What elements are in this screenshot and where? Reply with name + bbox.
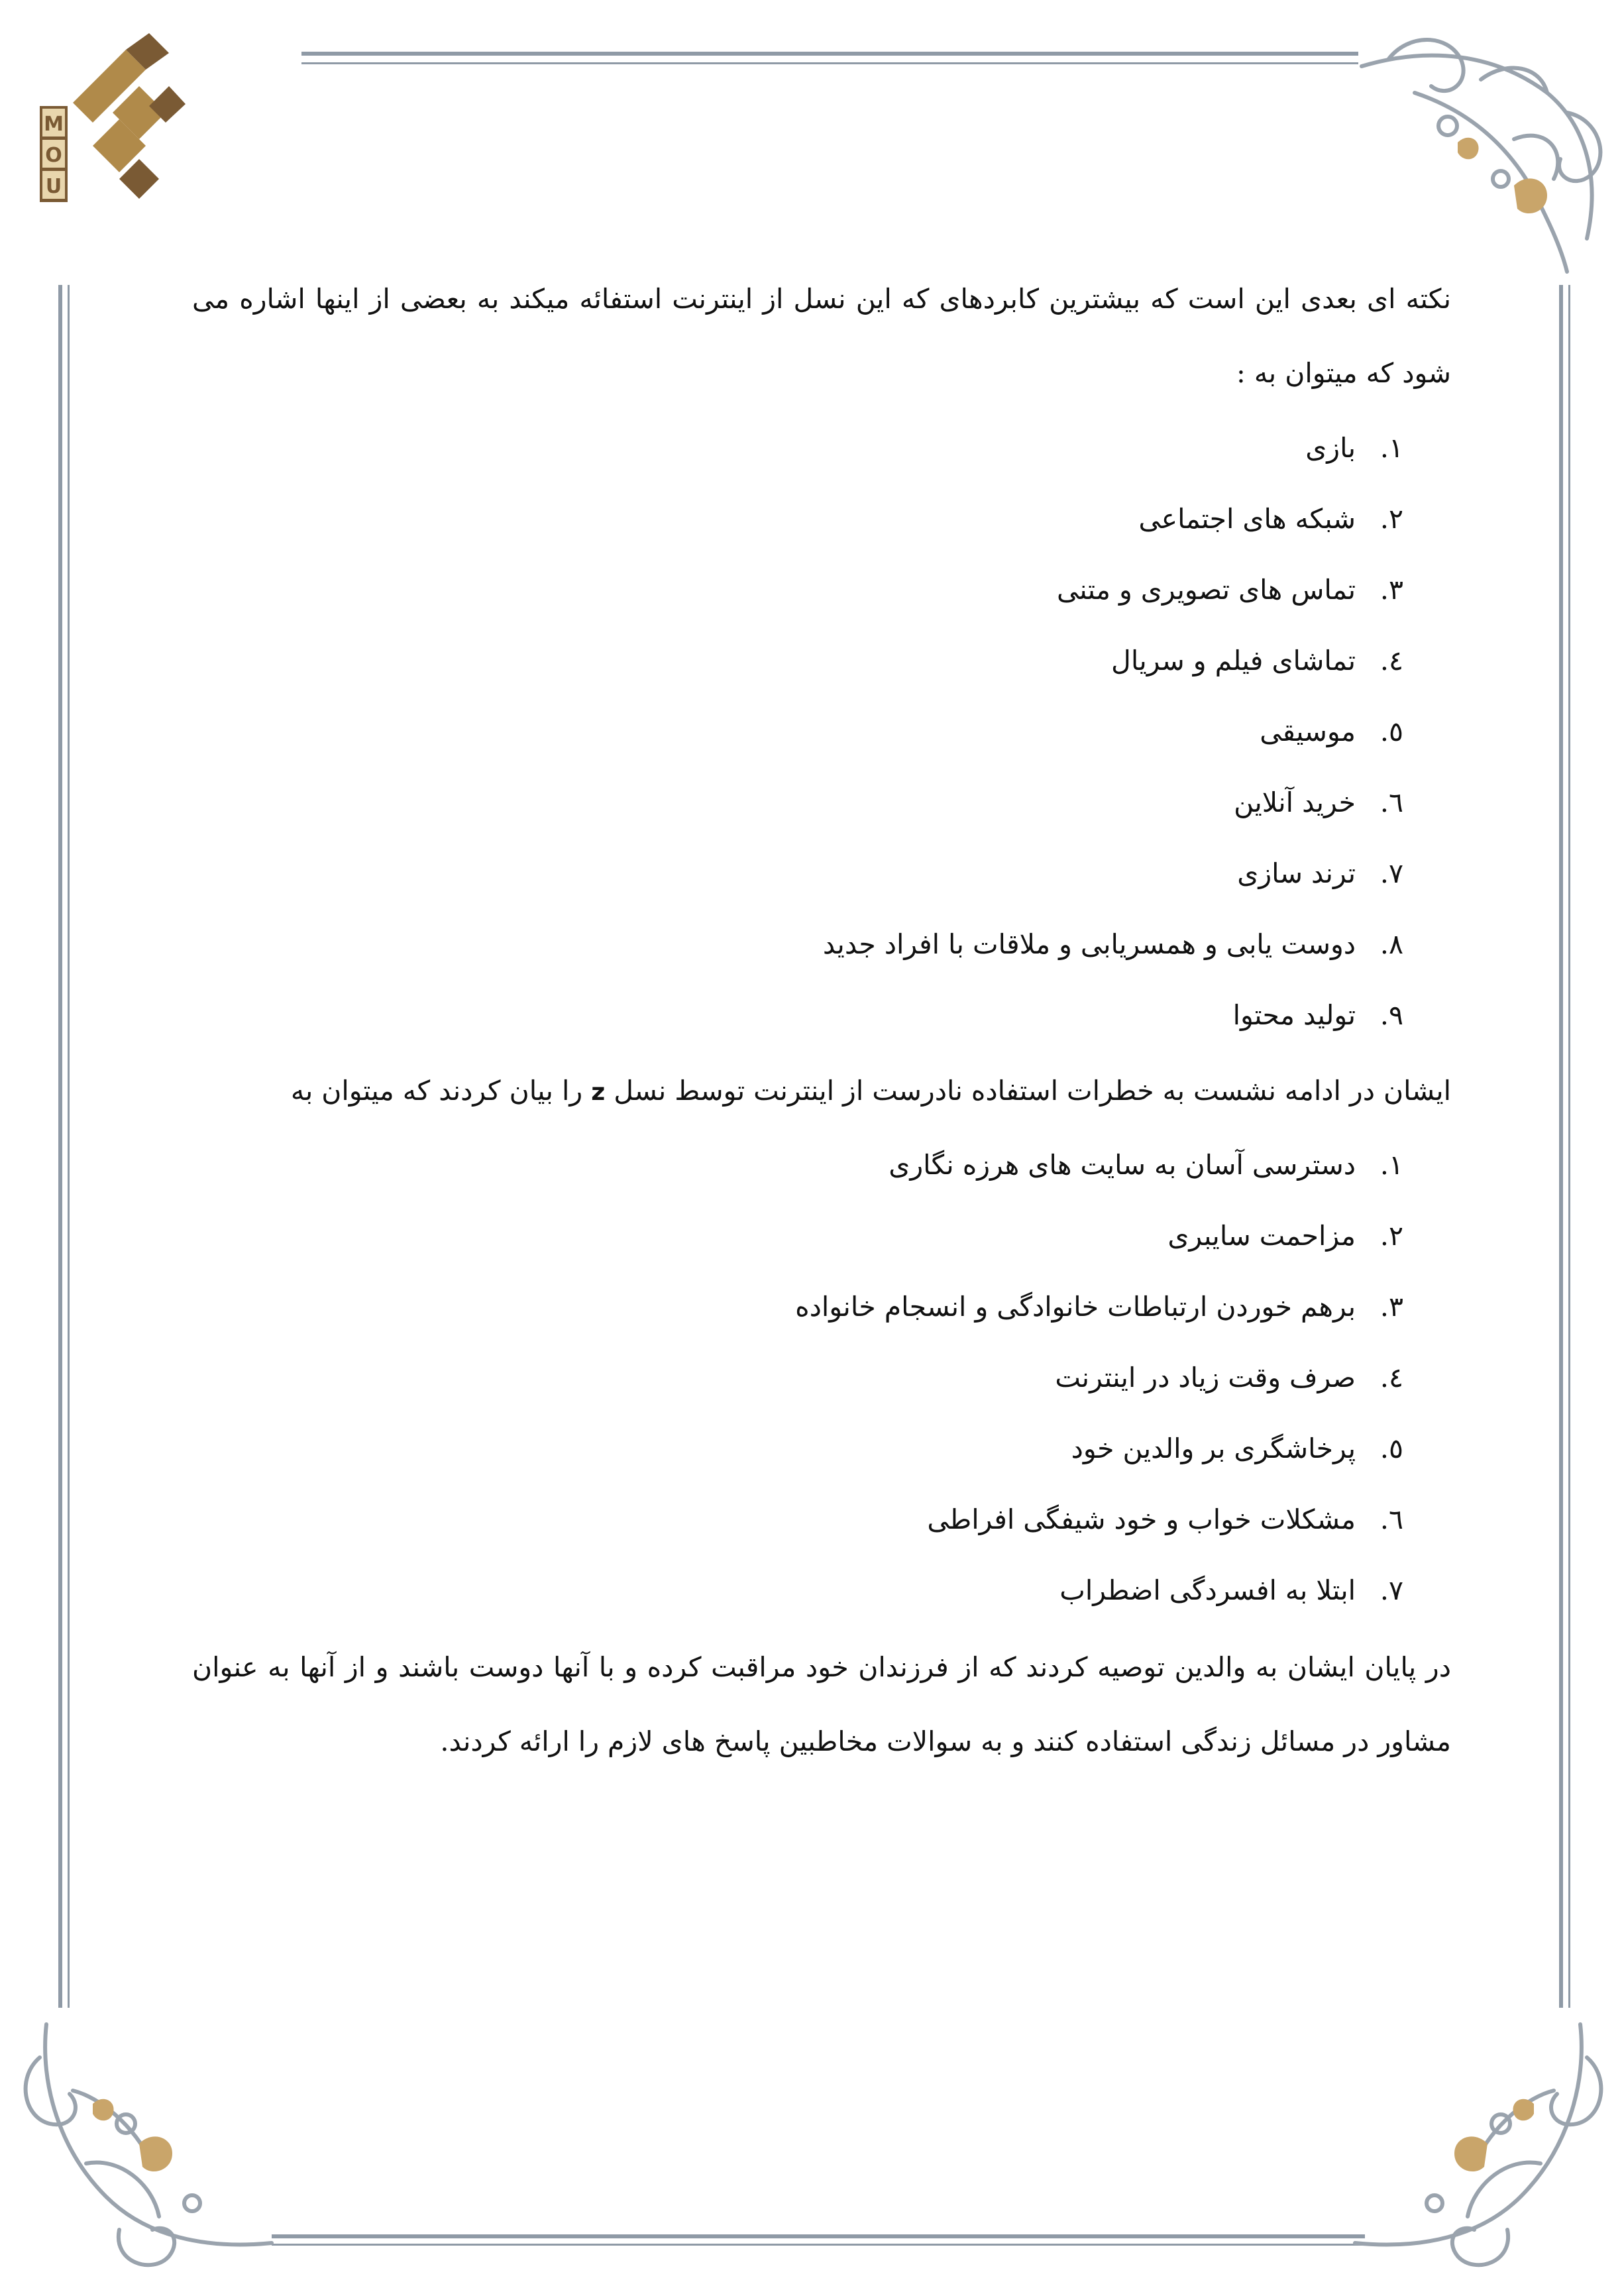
list-number: ۷.	[1380, 1574, 1403, 1606]
list-label: ابتلا به افسردگی اضطراب	[1059, 1574, 1356, 1606]
list-item	[192, 1555, 1403, 1626]
list-label: موسیقی	[1260, 716, 1356, 747]
list-label: ترند سازی	[1237, 857, 1356, 889]
list-item	[192, 413, 1403, 484]
list-item	[192, 696, 1403, 767]
list-label: برهم خوردن ارتباطات خانوادگی و انسجام خانواده	[795, 1291, 1356, 1323]
corner-ornament-bottom-left	[20, 2011, 285, 2276]
generation-z-label: z	[591, 1079, 606, 1106]
document-body	[192, 262, 1451, 1778]
list-number: ٦.	[1380, 1503, 1403, 1535]
list-item	[192, 555, 1403, 626]
uses-list	[192, 413, 1451, 1051]
university-logo	[33, 30, 186, 209]
list-label: شبکه های اجتماعی	[1138, 503, 1356, 535]
logo-text-u: U	[45, 175, 62, 198]
list-item	[192, 980, 1403, 1051]
frame-top-line	[301, 52, 1358, 56]
list-item	[192, 838, 1403, 909]
dangers-intro-after: را بیان کردند که میتوان به	[290, 1075, 592, 1107]
list-item	[192, 767, 1403, 838]
list-number: ٤.	[1380, 645, 1403, 677]
list-label: بازی	[1305, 432, 1356, 464]
list-number: ۱.	[1380, 432, 1403, 464]
frame-left-line	[58, 285, 62, 2008]
list-label: صرف وقت زیاد در اینترنت	[1055, 1362, 1356, 1394]
closing-paragraph: در پایان ایشان به والدین توصیه کردند که از فرزندان خود مراقبت کرده و با آنها دوست باشند و از آنها به عنوان مشاور در مسائل زندگی استفاده کنند و به سوالات مخاطبین پاسخ های لازم را ارائه کردند.	[192, 1651, 1451, 1757]
list-label: تماشای فیلم و سریال	[1111, 645, 1356, 677]
list-label: دسترسی آسان به سایت های هرزه نگاری	[889, 1149, 1356, 1181]
list-number: ۷.	[1380, 857, 1403, 889]
logo-text-o: O	[45, 144, 62, 167]
list-item	[192, 1130, 1403, 1201]
list-number: ۱.	[1380, 1149, 1403, 1181]
list-label: تماس های تصویری و متنی	[1057, 574, 1356, 606]
list-number: ٥.	[1380, 1433, 1403, 1464]
list-number: ۲.	[1380, 503, 1403, 535]
frame-right-line	[1559, 285, 1563, 2008]
logo-text-m: M	[44, 113, 64, 136]
frame-left-line-inner	[68, 285, 70, 2008]
list-item	[192, 484, 1403, 555]
list-item	[192, 1201, 1403, 1272]
list-number: ٥.	[1380, 716, 1403, 747]
list-number: ۲.	[1380, 1220, 1403, 1252]
list-number: ۸.	[1380, 928, 1403, 960]
frame-bottom-line	[272, 2234, 1365, 2238]
list-item	[192, 1272, 1403, 1342]
frame-bottom-line-inner	[272, 2244, 1365, 2246]
frame-top-line-inner	[301, 62, 1358, 64]
list-number: ٦.	[1380, 787, 1403, 818]
list-item	[192, 1484, 1403, 1555]
list-number: ۳.	[1380, 1291, 1403, 1323]
list-item	[192, 1413, 1403, 1484]
list-label: دوست یابی و همسریابی و ملاقات با افراد جدید	[822, 928, 1356, 960]
list-item	[192, 909, 1403, 980]
intro-paragraph: نکته ای بعدی این است که بیشترین کابردهای که این نسل از اینترنت استفائه میکند به بعضی از اینها اشاره می شود که میتوان به :	[192, 283, 1451, 389]
corner-ornament-top-right	[1348, 20, 1613, 285]
list-label: مشکلات خواب و خود شیفگی افراطی	[927, 1503, 1356, 1535]
list-label: مزاحمت سایبری	[1167, 1220, 1356, 1252]
list-item	[192, 626, 1403, 696]
corner-ornament-bottom-right	[1342, 2011, 1607, 2276]
list-number: ٤.	[1380, 1362, 1403, 1394]
list-label: پرخاشگری بر والدین خود	[1071, 1433, 1356, 1464]
dangers-list	[192, 1130, 1451, 1626]
dangers-intro-before: ایشان در ادامه نشست به خطرات استفاده نادرست از اینترنت توسط نسل	[605, 1075, 1451, 1107]
list-label: خرید آنلاین	[1234, 787, 1356, 818]
list-number: ۹.	[1380, 999, 1403, 1031]
dangers-intro-paragraph	[192, 1054, 1451, 1130]
list-label: تولید محتوا	[1232, 999, 1356, 1031]
list-item	[192, 1342, 1403, 1413]
frame-right-line-inner	[1568, 285, 1570, 2008]
list-number: ۳.	[1380, 574, 1403, 606]
